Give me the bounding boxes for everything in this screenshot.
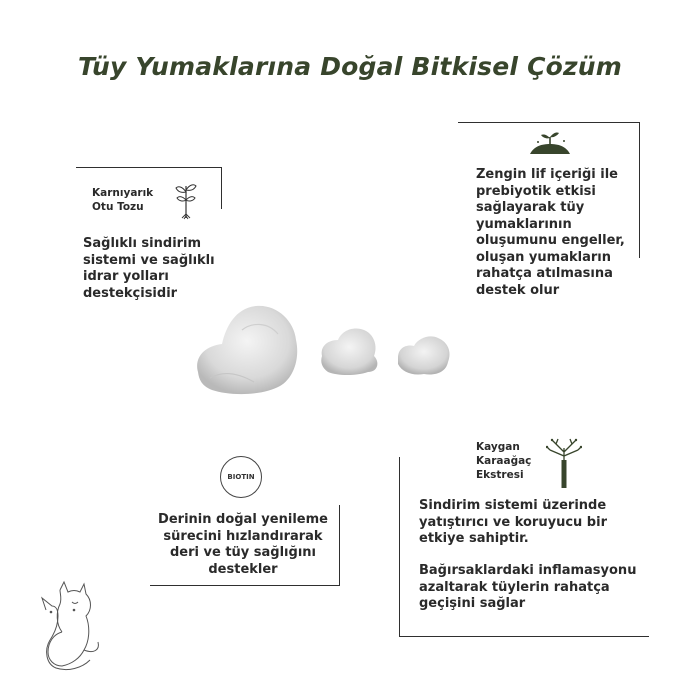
divider-top-left-h xyxy=(76,167,222,168)
cat-dog-logo-icon xyxy=(38,580,104,672)
divider-bottom-left-h xyxy=(150,585,340,586)
page-title: Tüy Yumaklarına Doğal Bitkisel Çözüm xyxy=(77,52,622,81)
sprout-icon xyxy=(172,178,200,220)
divider-top-right-v xyxy=(639,122,640,258)
divider-bottom-right-v xyxy=(399,457,400,637)
fiber-desc: Zengin lif içeriği ile prebiyotik etkisi sağlayarak tüy yumaklarının oluşumunu engeller, oluşan yumakların rahatça atılmasına destek olur xyxy=(476,167,625,298)
divider-top-left-v xyxy=(221,167,222,209)
biotin-badge: BIOTIN xyxy=(220,456,262,498)
divider-top-right-h xyxy=(458,122,640,123)
biotin-desc: Derinin doğal yenileme sürecini hızlandırarak deri ve tüy sağlığını destekler xyxy=(158,512,328,577)
karniyarik-desc: Sağlıklı sindirim sistemi ve sağlıklı idrar yolları destekçisidir xyxy=(83,236,215,301)
elm-tree-icon xyxy=(546,438,582,490)
karniyarik-name: Karnıyarık Otu Tozu xyxy=(92,187,154,213)
fur-ball-large xyxy=(190,300,305,400)
fur-ball-small xyxy=(394,332,454,378)
seedling-soil-icon xyxy=(524,128,576,156)
divider-bottom-left-v xyxy=(339,505,340,586)
elm-desc-2: Bağırsaklardaki inflamasyonu azaltarak tüylerin rahatça geçişini sağlar xyxy=(419,563,637,611)
elm-name: Kaygan Karaağaç Ekstresi xyxy=(476,441,532,481)
fur-ball-medium xyxy=(316,322,384,378)
elm-desc-1: Sindirim sistemi üzerinde yatıştırıcı ve koruyucu bir etkiye sahiptir. xyxy=(419,498,607,546)
divider-bottom-right-h xyxy=(399,636,649,637)
